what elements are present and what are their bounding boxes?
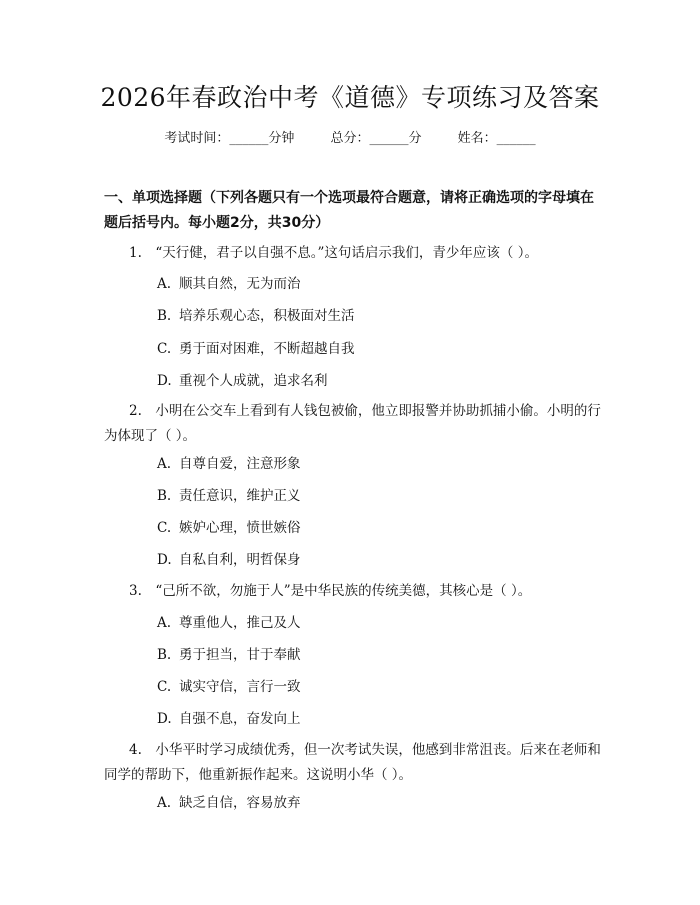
question-2-option-d	[157, 549, 301, 571]
option-text: 诚实守信，言行一致	[179, 679, 301, 695]
total-score-field: 总分：______分	[330, 131, 422, 146]
section-heading: 一、单项选择题（下列各题只有一个选项最符合题意，请将正确选项的字母填在题后括号内。每小题2分，共30分）	[104, 190, 594, 231]
question-1-option-a	[157, 273, 301, 295]
student-name-field: 姓名：______	[457, 131, 536, 146]
question-2-option-a	[157, 453, 301, 475]
question-1-option-b	[157, 305, 355, 327]
option-text: 培养乐观心态，积极面对生活	[179, 308, 355, 324]
question-4: 4. 小华平时学习成绩优秀，但一次考试失误，他感到非常沮丧。后来在老师和同学的帮助下，他重新振作起来。这说明小华（ ）。	[104, 742, 601, 783]
question-1-option-c	[157, 338, 355, 360]
option-text: 自私自利，明哲保身	[179, 552, 301, 568]
question-3: 3. “己所不欲，勿施于人”是中华民族的传统美德，其核心是（ ）。	[129, 583, 532, 599]
option-letter: A.	[157, 615, 172, 631]
option-text: 嫉妒心理，愤世嫉俗	[179, 520, 301, 536]
option-letter: C.	[157, 679, 172, 695]
option-letter: D.	[157, 552, 172, 568]
option-text: 缺乏自信，容易放弃	[179, 795, 301, 811]
option-letter: D.	[157, 373, 172, 389]
option-text: 自尊自爱，注意形象	[179, 456, 301, 472]
option-text: 勇于担当，甘于奉献	[179, 647, 301, 663]
option-letter: A.	[157, 456, 172, 472]
question-3-option-d	[157, 708, 301, 730]
question-2: 2. 小明在公交车上看到有人钱包被偷，他立即报警并协助抓捕小偷。小明的行为体现了（ ）。	[104, 403, 601, 444]
exam-info-line	[0, 128, 700, 150]
question-3-option-a	[157, 612, 301, 634]
option-letter: B.	[157, 647, 172, 663]
option-letter: A.	[157, 276, 172, 292]
question-3-option-c	[157, 676, 301, 698]
page-title: 2026年春政治中考《道德》专项练习及答案	[100, 83, 600, 112]
question-4-option-a	[157, 792, 301, 814]
option-letter: C.	[157, 341, 172, 357]
exam-time-field: 考试时间：______分钟	[164, 131, 295, 146]
option-letter: B.	[157, 308, 172, 324]
option-text: 责任意识，维护正义	[179, 488, 301, 504]
option-text: 顺其自然，无为而治	[179, 276, 301, 292]
option-letter: B.	[157, 488, 172, 504]
option-text: 自强不息，奋发向上	[179, 711, 301, 727]
option-letter: D.	[157, 711, 172, 727]
option-letter: C.	[157, 520, 172, 536]
question-1-option-d	[157, 370, 328, 392]
question-3-option-b	[157, 644, 301, 666]
option-letter: A.	[157, 795, 172, 811]
option-text: 重视个人成就，追求名利	[179, 373, 328, 389]
option-text: 尊重他人，推己及人	[179, 615, 301, 631]
question-1: 1. “天行健，君子以自强不息。”这句话启示我们，青少年应该（ ）。	[129, 245, 538, 261]
option-text: 勇于面对困难，不断超越自我	[179, 341, 355, 357]
question-2-option-c	[157, 517, 301, 539]
question-2-option-b	[157, 485, 301, 507]
